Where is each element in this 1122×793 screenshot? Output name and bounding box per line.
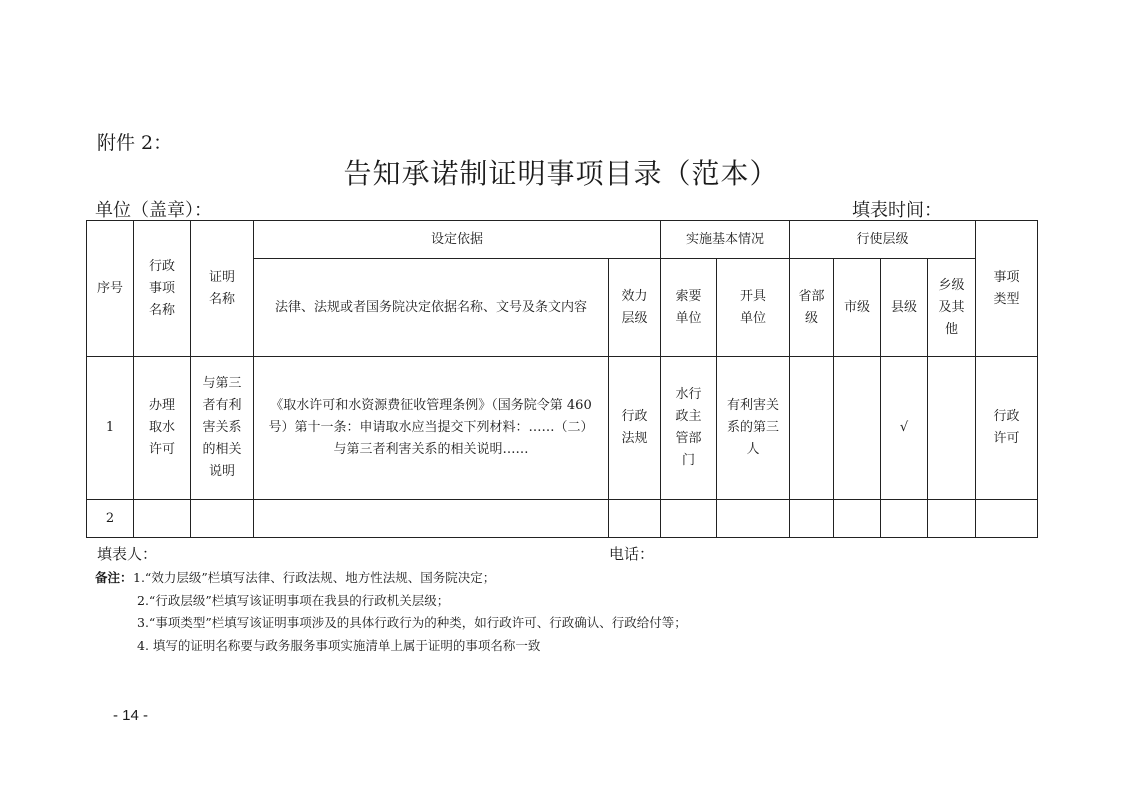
table-row xyxy=(87,500,1038,538)
cell-issue-unit xyxy=(717,500,790,538)
cell-cert-name xyxy=(191,500,254,538)
cell-issue-unit: 有利害关 系的第三 人 xyxy=(717,357,790,500)
cell-effect-level xyxy=(609,500,661,538)
header-basis-group: 设定依据 xyxy=(254,221,661,259)
cell-province-level xyxy=(790,357,834,500)
cell-basis-content: 《取水许可和水资源费征收管理条例》（国务院令第 460 号）第十一条：申请取水应当提交下列材料：……（二） 与第三者利害关系的相关说明…… xyxy=(254,357,609,500)
header-county-level: 县级 xyxy=(881,259,928,357)
header-item-type: 事项 类型 xyxy=(976,221,1038,357)
cell-township-level xyxy=(928,500,976,538)
note-item: 2.“行政层级”栏填写该证明事项在我县的行政机关层级； xyxy=(137,593,450,608)
cell-request-unit: 水行 政主 管部 门 xyxy=(661,357,717,500)
table-row xyxy=(87,357,1038,500)
note-item: 4. 填写的证明名称要与政务服务事项实施清单上属于证明的事项名称一致 xyxy=(137,638,541,653)
certification-items-table xyxy=(86,220,1038,538)
unit-stamp-label: 单位（盖章）： xyxy=(95,200,212,221)
header-cert-name: 证明 名称 xyxy=(191,221,254,357)
cell-seq: 1 xyxy=(87,357,134,500)
header-impl-group: 实施基本情况 xyxy=(661,221,790,259)
cell-item-type: 行政 许可 xyxy=(976,357,1038,500)
phone-label: 电话： xyxy=(609,545,655,563)
cell-effect-level: 行政 法规 xyxy=(609,357,661,500)
header-province-level: 省部 级 xyxy=(790,259,834,357)
cell-request-unit xyxy=(661,500,717,538)
header-admin-item-name: 行政 事项 名称 xyxy=(134,221,191,357)
cell-city-level xyxy=(834,357,881,500)
document-title: 告知承诺制证明事项目录（范本） xyxy=(343,157,779,190)
fill-time-label: 填表时间： xyxy=(852,200,942,221)
cell-admin-item-name xyxy=(134,500,191,538)
cell-admin-item-name: 办理 取水 许可 xyxy=(134,357,191,500)
header-level-group: 行使层级 xyxy=(790,221,976,259)
note-item: 3.“事项类型”栏填写该证明事项涉及的具体行政行为的种类，如行政许可、行政确认、行政给付等； xyxy=(137,615,687,630)
note-item: 1.“效力层级”栏填写法律、行政法规、地方性法规、国务院决定； xyxy=(133,570,496,585)
attachment-label: 附件 2： xyxy=(97,132,173,154)
cell-cert-name: 与第三 者有利 害关系 的相关 说明 xyxy=(191,357,254,500)
cell-city-level xyxy=(834,500,881,538)
header-issue-unit: 开具 单位 xyxy=(717,259,790,357)
header-effect-level: 效力 层级 xyxy=(609,259,661,357)
cell-province-level xyxy=(790,500,834,538)
header-basis-content: 法律、法规或者国务院决定依据名称、文号及条文内容 xyxy=(254,259,609,357)
cell-seq: 2 xyxy=(87,500,134,538)
header-city-level: 市级 xyxy=(834,259,881,357)
notes-label: 备注： xyxy=(95,570,133,585)
cell-basis-content xyxy=(254,500,609,538)
cell-county-level xyxy=(881,500,928,538)
cell-item-type xyxy=(976,500,1038,538)
header-request-unit: 索要 单位 xyxy=(661,259,717,357)
header-township-level: 乡级 及其 他 xyxy=(928,259,976,357)
header-row-groups xyxy=(87,221,1038,259)
filler-label: 填表人： xyxy=(97,545,158,563)
page-number: - 14 - xyxy=(113,707,149,724)
cell-county-level: √ xyxy=(881,357,928,500)
header-seq: 序号 xyxy=(87,221,134,357)
cell-township-level xyxy=(928,357,976,500)
